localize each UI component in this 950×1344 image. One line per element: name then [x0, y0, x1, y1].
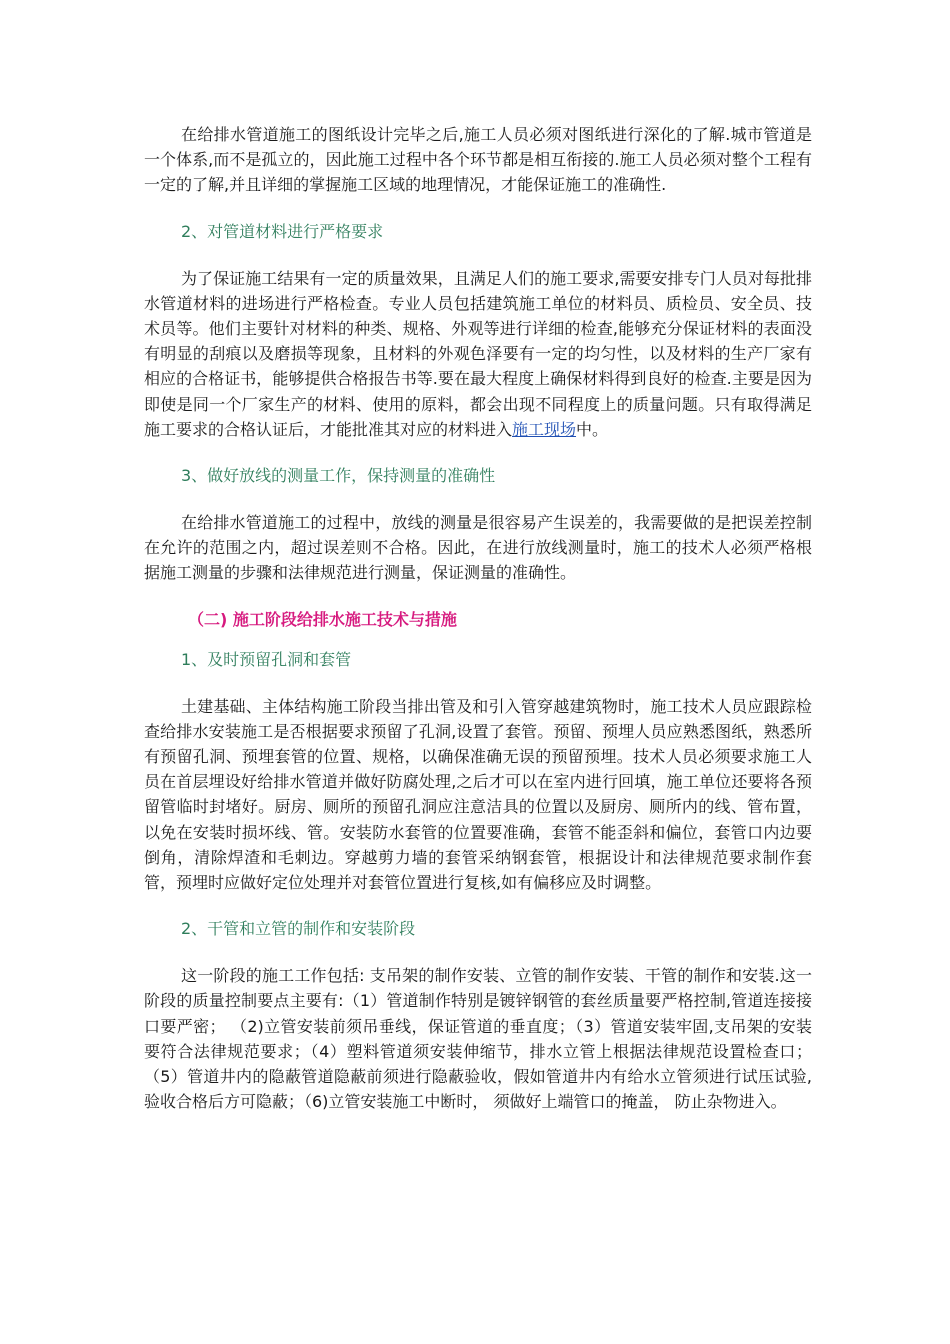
- document-page: [144, 122, 812, 1114]
- paragraph-material-end: 中。: [576, 419, 609, 439]
- paragraph-survey-accuracy: 在给排水管道施工的过程中，放线的测量是很容易产生误差的，我需要做的是把误差控制在允许的范围之内，超过误差则不合格。因此，在进行放线测量时，施工的技术人必须严格根据施工测量的步骤和法律规范进行测量，保证测量的准确性。: [144, 513, 812, 583]
- heading-reserved-holes: 1、及时预留孔洞和套管: [181, 649, 352, 669]
- heading-survey-work: 3、做好放线的测量工作，保持测量的准确性: [181, 466, 496, 486]
- heading-main-riser-pipes: 2、干管和立管的制作和安装阶段: [181, 919, 416, 939]
- paragraph-reserved-holes-sleeves: 土建基础、主体结构施工阶段当排出管及和引入管穿越建筑物时，施工技术人员应跟踪检查给排水安装施工是否根据要求预留了孔洞,设置了套管。预留、预埋人员应熟悉图纸，熟悉所有预留孔洞、预埋套管的位置、规格，以确保准确无误的预留预埋。技术人员必须要求施工人员在首层埋设好给排水管道并做好防腐处理,之后才可以在室内进行回填，施工单位还要将各预留管临时封堵好。厨房、厕所的预留孔洞应注意洁具的位置以及厨房、厕所内的线、管布置，以免在安装时损坏线、管。安装防水套管的位置要准确，套管不能歪斜和偏位，套管口内边要倒角，清除焊渣和毛刺边。穿越剪力墙的套管采纳钢套管，根据设计和法律规范要求制作套管，预埋时应做好定位处理并对套管位置进行复核,如有偏移应及时调整。: [144, 696, 812, 893]
- heading-material-requirements: 2、对管道材料进行严格要求: [181, 221, 384, 241]
- construction-site-link[interactable]: 施工现场: [512, 419, 577, 439]
- paragraph-drawing-understanding: 在给排水管道施工的图纸设计完毕之后,施工人员必须对图纸进行深化的了解.城市管道是一个体系,而不是孤立的，因此施工过程中各个环节都是相互衔接的.施工人员必须对整个工程有一定的了解,并且详细的掌握施工区域的地理情况，才能保证施工的准确性.: [144, 125, 812, 195]
- paragraph-pipe-installation: 这一阶段的施工工作包括: 支吊架的制作安装、立管的制作安装、干管的制作和安装.这一阶段的质量控制要点主要有:（1）管道制作特别是镀锌钢管的套丝质量要严格控制,管道连接接口要严密； （2)立管安装前须吊垂线，保证管道的垂直度；（3）管道安装牢固,支吊架的安装要符合法律规范要求；（4）塑料管道须安装伸缩节，排水立管上根据法律规范设置检查口；（5）管道井内的隐蔽管道隐蔽前须进行隐蔽验收，假如管道井内有给水立管须进行试压试验,验收合格后方可隐蔽；（6)立管安装施工中断时， 须做好上端管口的掩盖， 防止杂物进入。: [144, 966, 812, 1112]
- paragraph-material-inspection: [144, 266, 812, 442]
- paragraph-material-text: 为了保证施工结果有一定的质量效果，且满足人们的施工要求,需要安排专门人员对每批排水管道材料的进场进行严格检查。专业人员包括建筑施工单位的材料员、质检员、安全员、技术员等。他们主要针对材料的种类、规格、外观等进行详细的检查,能够充分保证材料的表面没有明显的刮痕以及磨损等现象，且材料的外观色泽要有一定的均匀性，以及材料的生产厂家有相应的合格证书，能够提供合格报告书等.要在最大程度上确保材料得到良好的检查.主要是因为即使是同一个厂家生产的材料、使用的原料，都会出现不同程度上的质量问题。只有取得满足施工要求的合格认证后，才能批准其对应的材料进入: [144, 268, 812, 439]
- section-heading-construction-phase: （二) 施工阶段给排水施工技术与措施: [188, 609, 457, 629]
